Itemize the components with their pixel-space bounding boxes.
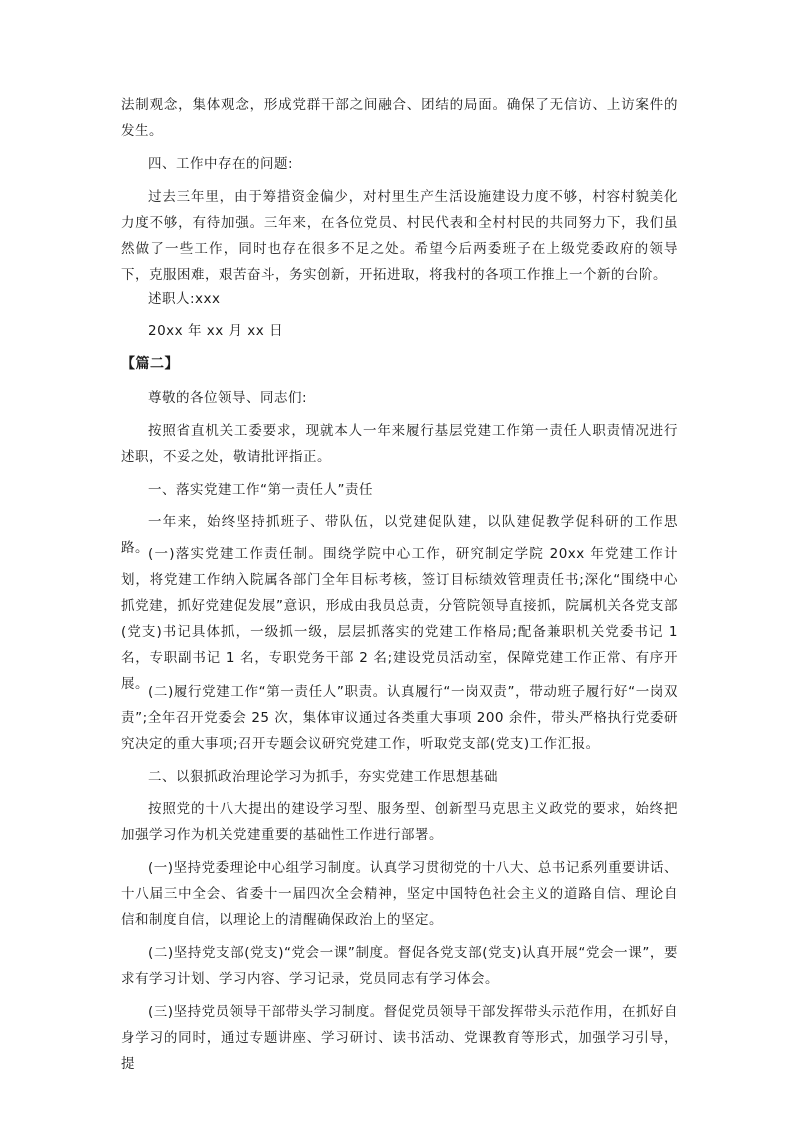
paragraph-learning-party: 按照党的十八大提出的建设学习型、服务型、创新型马克思主义政党的要求，始终把加强学习作为机关党建重要的基础性工作进行部署。 bbox=[121, 801, 678, 843]
paragraph-first-responsible-duty: (二)履行党建工作“第一责任人”职责。认真履行“一岗双责”，带动班子履行好“一岗双责”;全年召开党委会 25 次，集体审议通过各类重大事项 200 余件，带头严格执行党委研究决定的重大事项;召开专题会议研究党建工作，听取党支部(党支)工作汇报。 bbox=[121, 684, 678, 752]
heading-political-study: 二、以狠抓政治理论学习为抓手，夯实党建工作思想基础 bbox=[148, 769, 498, 785]
paragraph-responsibility-system: (一)落实党建工作责任制。围绕学院中心工作，研究制定学院 20xx 年党建工作计划，将党建工作纳入院属各部门全年目标考核，签订目标绩效管理责任书;深化“围绕中心抓党建，抓好党建促发展”意识，形成由我员总责，分管院领导直接抓，院属机关各党支部(党支)书记具体抓，一级抓一级，层层抓落实的党建工作格局;配备兼职机关党委书记 1 名，专职副书记 1 名，专职党务干部 2 名;建设党员活动室，保障党建工作正常、有序开展。 bbox=[121, 546, 678, 692]
paragraph-leader-study: (三)坚持党员领导干部带头学习制度。督促党员领导干部发挥带头示范作用，在抓好自身学习的同时，通过专题讲座、学习研讨、读书活动、党课教育等形式，加强学习引导，提 bbox=[121, 1004, 678, 1072]
section-heading-part-two: 【篇二】 bbox=[121, 356, 179, 372]
paragraph-central-group-study: (一)坚持党委理论中心组学习制度。认真学习贯彻党的十八大、总书记系列重要讲话、十八届三中全会、省委十一届四次全会精神，坚定中国特色社会主义的道路自信、理论自信和制度自信，以理论上的清醒确保政治上的坚定。 bbox=[121, 860, 678, 928]
section-four-heading: 四、工作中存在的问题: bbox=[148, 156, 294, 172]
paragraph-work-approach: 一年来，始终坚持抓班子、带队伍，以党建促队建，以队建促教学促科研的工作思路。 bbox=[121, 514, 678, 556]
reporter-line: 述职人:xxx bbox=[148, 291, 221, 307]
date-line: 20xx 年 xx 月 xx 日 bbox=[148, 323, 284, 339]
paragraph-problems: 过去三年里，由于筹措资金偏少，对村里生产生活设施建设力度不够，村容村貌美化力度不够，有待加强。三年来，在各位党员、村民代表和全村村民的共同努力下，我们虽然做了一些工作，同时也存在很多不足之处。希望今后两委班子在上级党委政府的领导下，克服困难，艰苦奋斗，务实创新，开拓进取，将我村的各项工作推上一个新的台阶。 bbox=[121, 189, 678, 283]
paragraph-law-concept: 法制观念，集体观念，形成党群干部之间融合、团结的局面。确保了无信访、上访案件的发生。 bbox=[121, 97, 678, 139]
salutation: 尊敬的各位领导、同志们: bbox=[148, 390, 308, 406]
paragraph-intro: 按照省直机关工委要求，现就本人一年来履行基层党建工作第一责任人职责情况进行述职，不妥之处，敬请批评指正。 bbox=[121, 423, 678, 465]
paragraph-party-lesson: (二)坚持党支部(党支)“党会一课”制度。督促各党支部(党支)认真开展“党会一课”，要求有学习计划、学习内容、学习记录，党员同志有学习体会。 bbox=[121, 945, 678, 987]
heading-first-responsibility: 一、落实党建工作“第一责任人”责任 bbox=[148, 482, 373, 498]
